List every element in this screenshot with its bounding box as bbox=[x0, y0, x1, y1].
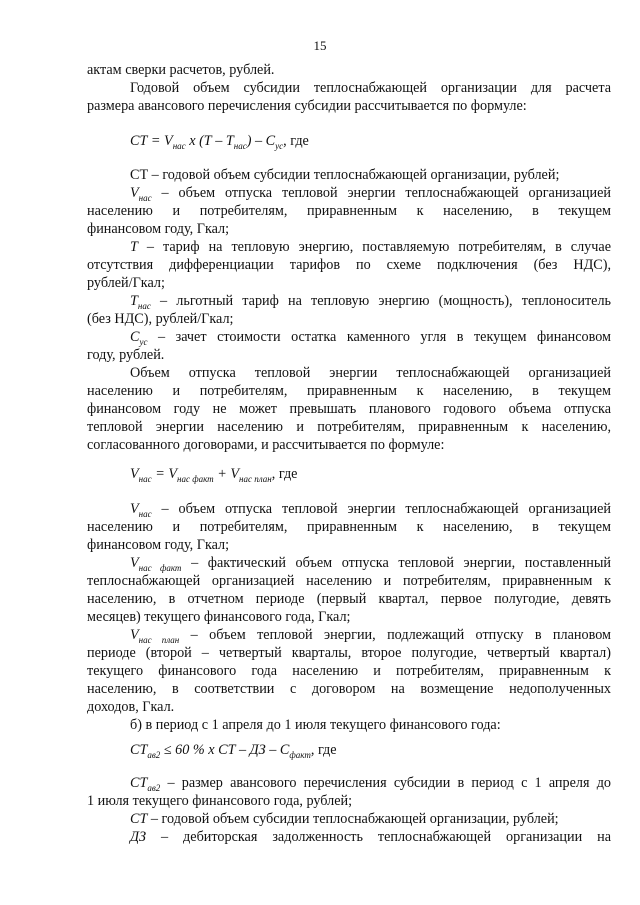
text-line: отсутствия дифференциации тарифов по схеме подключения (без НДС), bbox=[87, 257, 611, 273]
text-line: населению и потребителям, приравненным к населению, в текущем bbox=[87, 383, 611, 399]
text-line: рублей/Гкал; bbox=[87, 275, 165, 291]
text-line: СТ – годовой объем субсидии теплоснабжающей организации, рублей; bbox=[130, 167, 560, 183]
text-line: периоде (второй – четвертый кварталы, второе полугодие, четвертый квартал) bbox=[87, 645, 611, 661]
definition-line: СТ – годовой объем субсидии теплоснабжающей организации, рублей; bbox=[130, 811, 559, 827]
definition-line: Т – тариф на тепловую энергию, поставляемую потребителям, в случае bbox=[130, 239, 612, 255]
text-line: населению и потребителям, приравненным к населению, в текущем bbox=[87, 203, 611, 219]
text-line: (без НДС), рублей/Гкал; bbox=[87, 311, 234, 327]
text-line: финансовом году, Гкал; bbox=[87, 537, 230, 553]
page-number: 15 bbox=[313, 38, 327, 53]
text-line: месяцев) текущего финансового года, Гкал; bbox=[87, 609, 351, 625]
definition-line: $СТ_{ав2}$ – размер авансового перечисления субсидии в период с 1 апреля до bbox=[130, 775, 612, 793]
definition-line: $V_{нас факт}$ – фактический объем отпуска тепловой энергии, поставленный bbox=[130, 555, 612, 573]
formula-3: $СТ_{ав2} \le 60$ % х СТ – ДЗ – $С_{факт}$, где bbox=[130, 742, 337, 760]
text-line: населению, в соответствии с договором на возмещение недополученных bbox=[87, 681, 611, 697]
text-line: Годовой объем субсидии теплоснабжающей организации для расчета bbox=[130, 80, 611, 96]
text-line: году, рублей. bbox=[87, 347, 165, 363]
text-line: финансовом году не может превышать планового годового объема отпуска bbox=[87, 401, 611, 417]
text-line: размера авансового перечисления субсидии рассчитывается по формуле: bbox=[87, 98, 527, 114]
text-line: б) в период с 1 апреля до 1 июля текущего финансового года: bbox=[130, 717, 501, 733]
definition-line: $Т_{нас}$ – льготный тариф на тепловую энергию (мощность), теплоноситель bbox=[130, 293, 612, 311]
text-line: финансовом году, Гкал; bbox=[87, 221, 230, 237]
definition-line: $V_{нас}$ – объем отпуска тепловой энергии теплоснабжающей организацией bbox=[130, 501, 611, 519]
text-line: населению, в отчетном периоде (первый квартал, первое полугодие, девять bbox=[87, 591, 611, 607]
formula-1: СТ = $V_{нас}$ х $(Т - Т_{нас}) - С_{ус}$, где bbox=[130, 133, 309, 151]
text-line: тепловой энергии населению и потребителям, приравненным к населению, bbox=[87, 419, 611, 435]
text-line: доходов, Гкал. bbox=[87, 699, 175, 715]
formula-2: $V_{нас} = V_{нас факт} + V_{нас план}$, где bbox=[130, 466, 298, 484]
definition-line: $С_{ус}$ – зачет стоимости остатка каменного угля в текущем финансовом bbox=[130, 329, 612, 347]
definition-line: $V_{нас план}$ – объем тепловой энергии, подлежащий отпуску в плановом bbox=[130, 627, 611, 645]
definition-line: ДЗ – дебиторская задолженность теплоснабжающей организации на bbox=[130, 829, 612, 845]
text-line: теплоснабжающей организацией населению и потребителям, приравненным к bbox=[87, 573, 611, 589]
text-line: согласованного договорами, и рассчитывается по формуле: bbox=[87, 437, 445, 453]
text-line: населению и потребителям, приравненным к населению, в текущем bbox=[87, 519, 611, 535]
text-line: Объем отпуска тепловой энергии теплоснабжающей организацией bbox=[130, 365, 611, 381]
definition-line: $V_{нас}$ – объем отпуска тепловой энергии теплоснабжающей организацией bbox=[130, 185, 611, 203]
text-line: текущего финансового года населению и потребителям, приравненным к bbox=[87, 663, 611, 679]
text-line: 1 июля текущего финансового года, рублей; bbox=[87, 793, 353, 809]
text-line: актам сверки расчетов, рублей. bbox=[87, 62, 275, 78]
